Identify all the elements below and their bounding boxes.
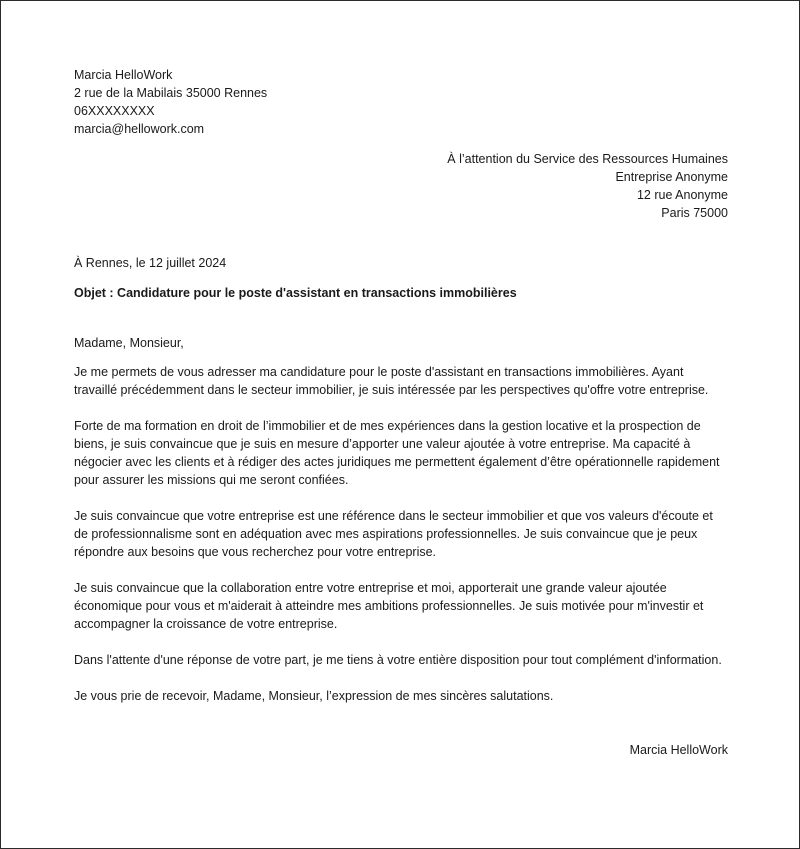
recipient-block — [74, 150, 728, 222]
date-line: À Rennes, le 12 juillet 2024 — [74, 256, 227, 270]
recipient-attention: À l’attention du Service des Ressources Humaines — [447, 152, 728, 166]
body-paragraph: Je me permets de vous adresser ma candidature pour le poste d'assistant en transactions immobilières. Ayant travaillé précédemment dans le secteur immobilier, je suis intéressée par les perspectives qu'offre votre entreprise. — [74, 365, 709, 397]
closing-paragraph: Je vous prie de recevoir, Madame, Monsieur, l’expression de mes sincères salutations. — [74, 689, 554, 703]
body-paragraph: Forte de ma formation en droit de l’immobilier et de mes expériences dans la gestion locative et la prospection de biens, je suis convaincue que je suis en mesure d’apporter une valeur ajoutée à votre entreprise. Ma capacité à négocier avec les clients et à rédiger des actes juridiques me permettent également d’être opérationnelle rapidement pour assurer les missions qui me seront confiées. — [74, 419, 720, 487]
sender-email: marcia@hellowork.com — [74, 122, 205, 136]
sender-phone: 06XXXXXXXX — [74, 104, 155, 118]
recipient-city: Paris 75000 — [661, 206, 728, 220]
recipient-street: 12 rue Anonyme — [636, 188, 728, 202]
recipient-company: Entreprise Anonyme — [615, 170, 728, 184]
salutation: Madame, Monsieur, — [74, 336, 184, 350]
cover-letter — [74, 66, 728, 759]
subject-line: Objet : Candidature pour le poste d'assistant en transactions immobilières — [74, 286, 517, 300]
body-paragraph: Je suis convaincue que la collaboration entre votre entreprise et moi, apporterait une grande valeur ajoutée économique pour vous et m'aiderait à atteindre mes ambitions professionnelles. Je suis motivée pour m'investir et accompagner la croissance de votre entreprise. — [74, 581, 704, 631]
sender-address: 2 rue de la Mabilais 35000 Rennes — [74, 86, 268, 100]
sender-block — [74, 66, 728, 138]
sender-name: Marcia HelloWork — [74, 68, 173, 82]
body-paragraph: Je suis convaincue que votre entreprise est une référence dans le secteur immobilier et que vos valeurs d'écoute et de professionnalisme sont en adéquation avec mes aspirations professionnelles. Je suis convaincue que je peux répondre aux besoins que vous recherchez pour votre entreprise. — [74, 509, 713, 559]
body-paragraph: Dans l'attente d'une réponse de votre part, je me tiens à votre entière disposition pour tout complément d'information. — [74, 653, 722, 667]
signature: Marcia HelloWork — [629, 743, 728, 757]
